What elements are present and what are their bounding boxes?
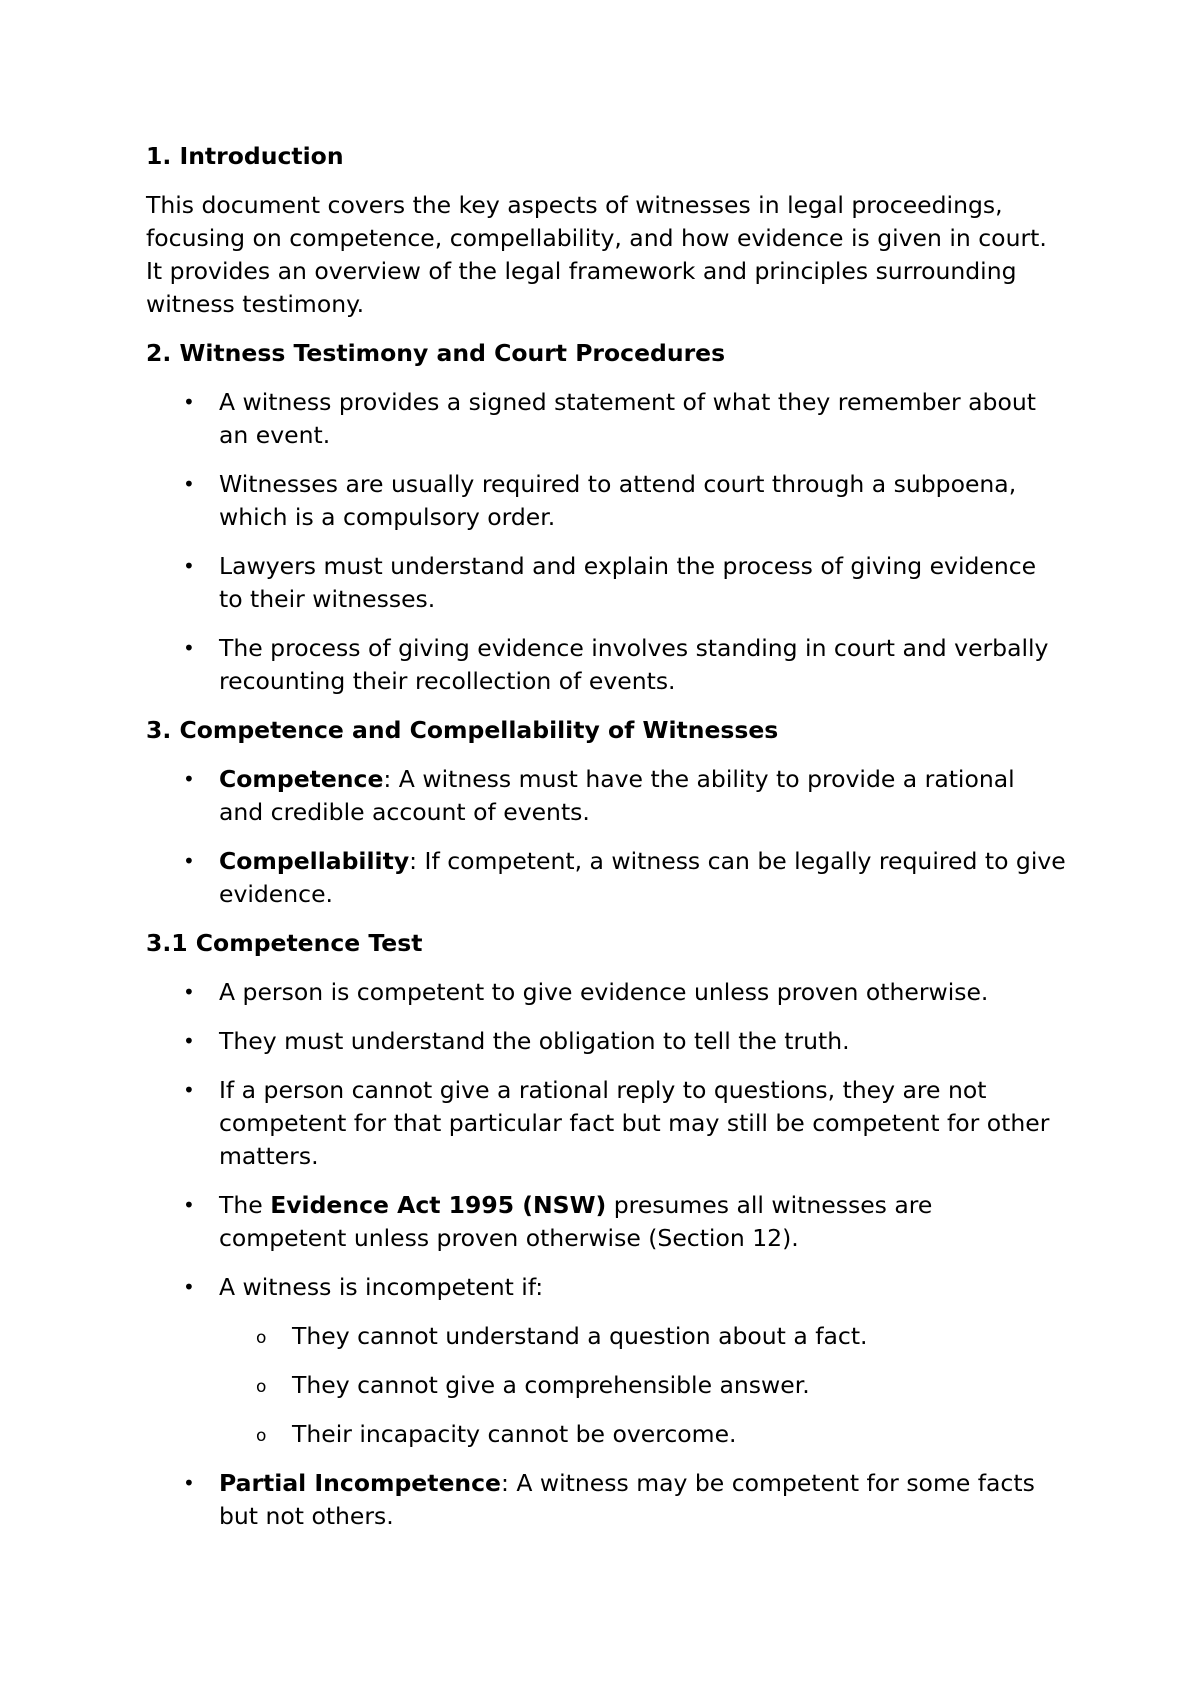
list-item [146,550,1066,616]
section-heading-competence-compellability: 3. Competence and Compellability of Witnesses [146,716,779,744]
list-item-text: A witness provides a signed statement of what they remember about an event. [219,388,1036,449]
list-item [146,976,1066,1009]
sub-list-item [219,1320,1066,1353]
sub-list-item-text: They cannot understand a question about a fact. [292,1322,868,1350]
list-item [146,1189,1066,1255]
section-heading-introduction: 1. Introduction [146,142,344,170]
list-item-text: A witness is incompetent if: [219,1273,544,1301]
circle-bullet-icon: o [256,1328,267,1348]
list-item-text: : A witness must have the ability to provide a rational and credible account of events. [219,765,1015,826]
witness-testimony-list [146,386,1066,698]
competence-compellability-list [146,763,1066,911]
bullet-icon: • [183,390,195,414]
bullet-icon: • [183,1471,195,1495]
list-item-text: The process of giving evidence involves standing in court and verbally recounting their recollection of events. [219,634,1049,695]
list-item-text: If a person cannot give a rational reply to questions, they are not competent for that particular fact but may still be competent for other matters. [219,1076,1050,1170]
bullet-icon: • [183,849,195,873]
list-item-text: Lawyers must understand and explain the process of giving evidence to their witnesses. [219,552,1037,613]
document-page [146,140,1066,1549]
list-item [146,468,1066,534]
bullet-icon: • [183,1275,195,1299]
list-item-text: They must understand the obligation to tell the truth. [219,1027,850,1055]
list-item [146,1025,1066,1058]
bullet-icon: • [183,554,195,578]
bullet-icon: • [183,636,195,660]
term-compellability: Compellability [219,847,410,875]
circle-bullet-icon: o [256,1426,267,1446]
list-item-text: : A witness may be competent for some facts but not others. [219,1469,1035,1530]
list-item-text: A person is competent to give evidence unless proven otherwise. [219,978,989,1006]
incompetence-conditions-list [219,1320,1066,1451]
list-item-text: presumes all witnesses are competent unless proven otherwise (Section 12). [219,1191,933,1252]
introduction-paragraph: This document covers the key aspects of witnesses in legal proceedings, focusing on competence, compellability, and how evidence is given in court. It provides an overview of the legal framework and principles surrounding witness testimony. [146,191,1047,318]
bullet-icon: • [183,472,195,496]
list-item [146,386,1066,452]
bullet-icon: • [183,767,195,791]
list-item-text-prefix: The [219,1191,271,1219]
sub-list-item-text: Their incapacity cannot be overcome. [292,1420,737,1448]
term-evidence-act: Evidence Act 1995 (NSW) [270,1191,607,1219]
circle-bullet-icon: o [256,1377,267,1397]
section-heading-witness-testimony: 2. Witness Testimony and Court Procedures [146,339,726,367]
bullet-icon: • [183,1078,195,1102]
bullet-icon: • [183,1029,195,1053]
bullet-icon: • [183,1193,195,1217]
list-item [146,763,1066,829]
term-partial-incompetence: Partial Incompetence [219,1469,501,1497]
list-item [146,632,1066,698]
term-competence: Competence [219,765,384,793]
list-item-text: Witnesses are usually required to attend court through a subpoena, which is a compulsory order. [219,470,1017,531]
list-item [146,1271,1066,1451]
sub-list-item [219,1418,1066,1451]
bullet-icon: • [183,980,195,1004]
list-item [146,845,1066,911]
section-heading-competence-test: 3.1 Competence Test [146,929,423,957]
list-item [146,1467,1066,1533]
list-item [146,1074,1066,1173]
sub-list-item [219,1369,1066,1402]
competence-test-list [146,976,1066,1533]
list-item-text: : If competent, a witness can be legally required to give evidence. [219,847,1066,908]
sub-list-item-text: They cannot give a comprehensible answer. [292,1371,810,1399]
